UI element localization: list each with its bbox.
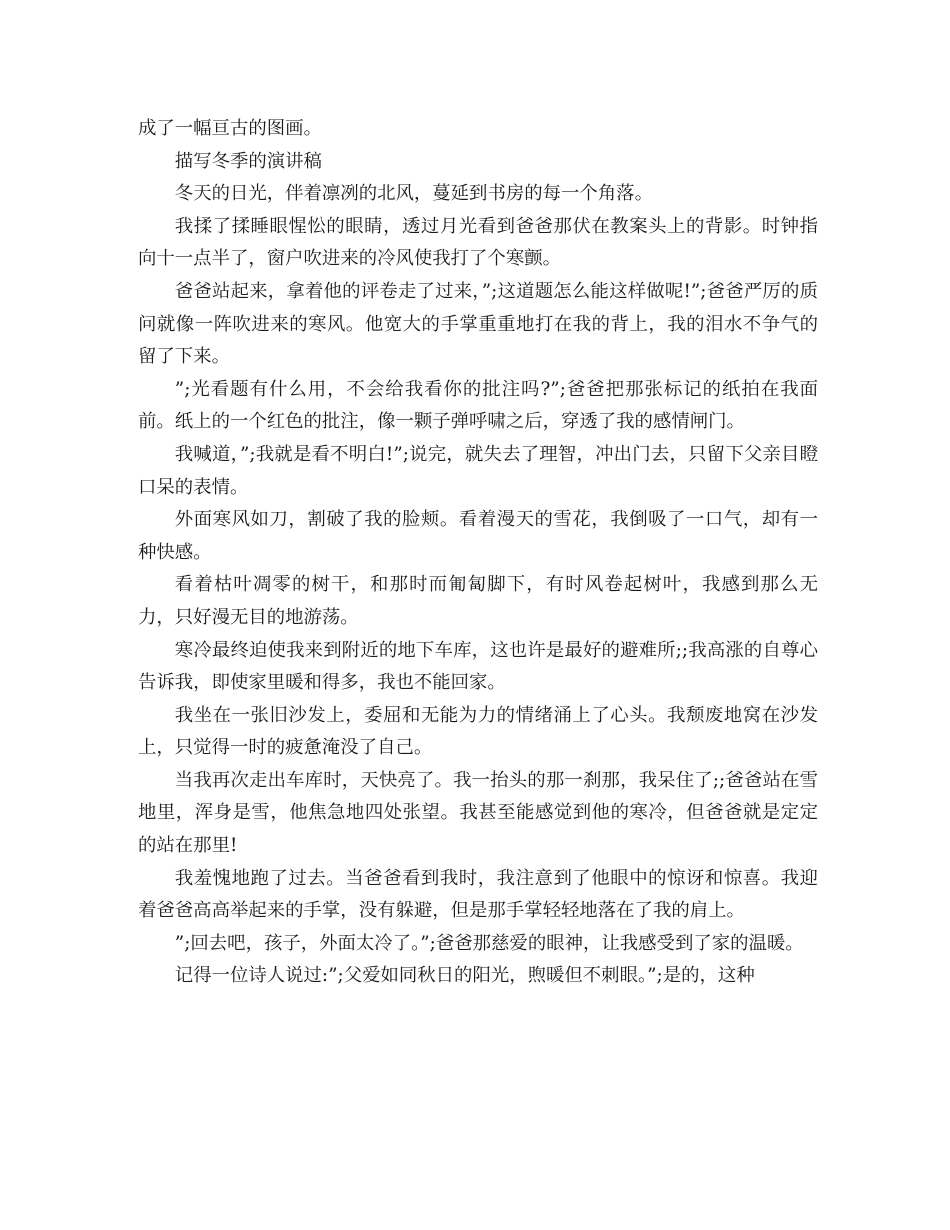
paragraph: 寒冷最终迫使我来到附近的地下车库，这也许是最好的避难所;;我高涨的自尊心告诉我，即使家里暖和得多，我也不能回家。 [138,639,818,694]
paragraph: 我喊道，”;我就是看不明白!”;说完，就失去了理智，冲出门去，只留下父亲目瞪口呆的表情。 [138,443,818,498]
paragraph: 看着枯叶凋零的树干，和那时而匍匐脚下，有时风卷起树叶，我感到那么无力，只好漫无目的地游荡。 [138,574,818,628]
paragraph: ”;回去吧，孩子，外面太冷了。”;爸爸那慈爱的眼神，让我感受到了家的温暖。 [174,932,804,954]
paragraph: ”;光看题有什么用，不会给我看你的批注吗?”;爸爸把那张标记的纸拍在我面前。纸上的一个红色的批注，像一颗子弹呼啸之后，穿透了我的感情闸门。 [138,378,818,433]
paragraph: 记得一位诗人说过:”;父爱如同秋日的阳光，煦暖但不刺眼。”;是的，这种 [174,965,755,987]
paragraph: 当我再次走出车库时，天快亮了。我一抬头的那一刹那，我呆住了;;爸爸站在雪地里，浑身是雪，他焦急地四处张望。我甚至能感觉到他的寒冷，但爸爸就是定定的站在那里! [138,769,818,857]
paragraph: 爸爸站起来，拿着他的评卷走了过来，”;这道题怎么能这样做呢!”;爸爸严厉的质问就像一阵吹进来的寒风。他宽大的手掌重重地打在我的背上，我的泪水不争气的留了下来。 [138,280,818,368]
document-page [138,113,818,993]
paragraph: 冬天的日光，伴着凛冽的北风，蔓延到书房的每一个角落。 [174,183,653,205]
paragraph: 我揉了揉睡眼惺忪的眼睛，透过月光看到爸爸那伏在教案头上的背影。时钟指向十一点半了，窗户吹进来的冷风使我打了个寒颤。 [138,215,818,270]
paragraph-continuation: 成了一幅亘古的图画。 [138,118,322,139]
section-heading: 描写冬季的演讲稿 [174,150,322,172]
paragraph: 我坐在一张旧沙发上，委屈和无能为力的情绪涌上了心头。我颓废地窝在沙发上，只觉得一时的疲惫淹没了自己。 [138,704,818,759]
paragraph: 我羞愧地跑了过去。当爸爸看到我时，我注意到了他眼中的惊讶和惊喜。我迎着爸爸高高举起来的手掌，没有躲避，但是那手掌轻轻地落在了我的肩上。 [138,867,818,922]
paragraph: 外面寒风如刀，割破了我的脸颊。看着漫天的雪花，我倒吸了一口气，却有一种快感。 [138,509,818,563]
